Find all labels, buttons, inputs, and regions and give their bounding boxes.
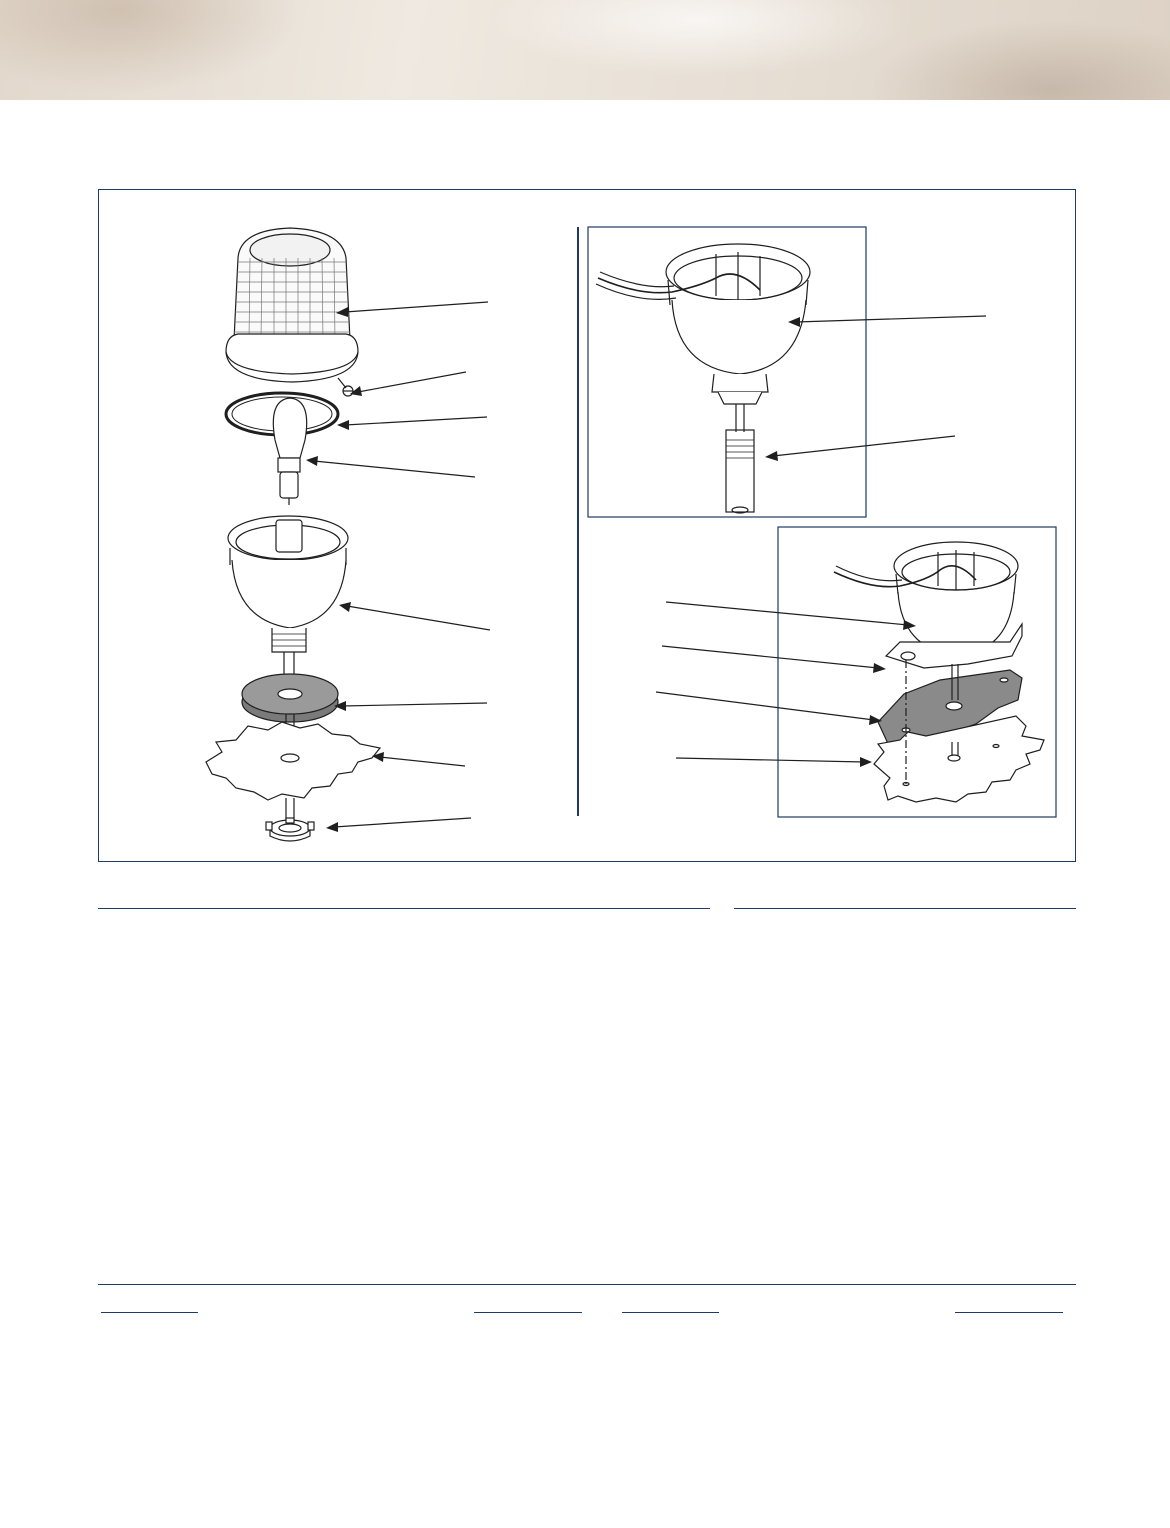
footer-underline-2 [474, 1312, 582, 1313]
section-rule-left [98, 908, 710, 909]
footer-rule [98, 1284, 1076, 1285]
lock-nut [266, 818, 314, 841]
section-rule-right [734, 908, 1076, 909]
footer-underline-4 [955, 1312, 1063, 1313]
footer-underline-1 [101, 1312, 198, 1313]
footer-underline-3 [622, 1312, 719, 1313]
bulb [273, 398, 306, 505]
rubber-washer [242, 674, 338, 722]
base-housing [228, 516, 348, 686]
exploded-assembly [206, 228, 490, 841]
mounting-surface [206, 722, 380, 800]
